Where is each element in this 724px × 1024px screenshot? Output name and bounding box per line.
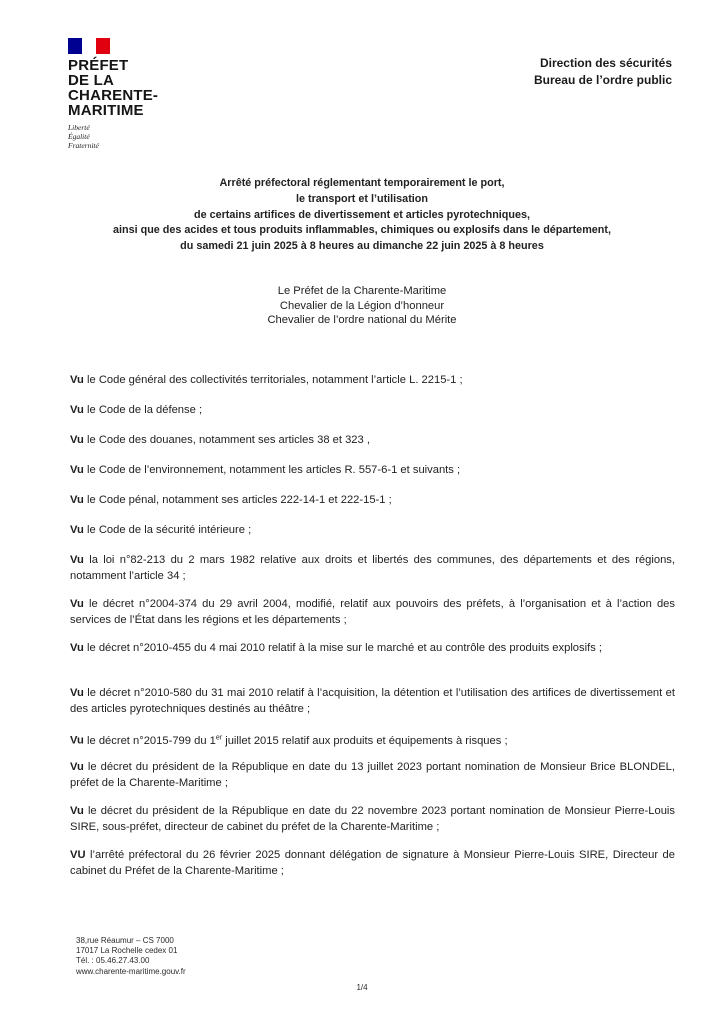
visa-text: le décret du président de la République en date du 22 novembre 2023 portant nomination de Monsieur Pierre-Louis SIRE, sous-préfet, directeur de cabinet du préfet de la Charente-Maritime ;	[70, 805, 675, 833]
title-line: ainsi que des acides et tous produits inflammables, chimiques ou explosifs dans le département,	[113, 224, 611, 237]
visa-paragraph	[70, 760, 675, 791]
visa-text: le Code pénal, notamment ses articles 222-14-1 et 222-15-1 ;	[83, 494, 392, 506]
visa-text: le Code de l’environnement, notamment les articles R. 557-6-1 et suivants ;	[83, 464, 461, 476]
service-bureau: Bureau de l’ordre public	[533, 73, 672, 87]
visa-lead: Vu	[70, 464, 84, 476]
visa-text: le décret n°2010-580 du 31 mai 2010 relatif à l’acquisition, la détention et l’utilisation des artifices de divertissement et des articles pyrotechniques destinés au théâtre ;	[70, 687, 675, 715]
prefect-title-line: Le Préfet de la Charente-Maritime	[277, 285, 447, 297]
visa-text: le Code général des collectivités territoriales, notamment l’article L. 2215-1 ;	[83, 374, 463, 386]
visa-paragraph	[70, 597, 675, 628]
visa-paragraph	[70, 804, 675, 835]
service-header	[534, 55, 672, 89]
visa-paragraph	[70, 403, 675, 419]
visa-text: le décret n°2004-374 du 29 avril 2004, modifié, relatif aux pouvoirs des préfets, à l’organisation et à l’action des services de l’État dans les régions et les départements ;	[70, 598, 675, 626]
visa-lead: VU	[70, 849, 86, 861]
visa-text: le décret n°2015-799 du 1er juillet 2015 relatif aux produits et équipements à risques ;	[83, 734, 508, 747]
visa-text: l’arrêté préfectoral du 26 février 2025 donnant délégation de signature à Monsieur Pierre-Louis SIRE, Directeur de cabinet du Préfet de la Charente-Maritime ;	[70, 849, 675, 877]
visa-lead: Vu	[70, 494, 84, 506]
visa-lead: Vu	[70, 734, 84, 747]
prefecture-name	[68, 58, 178, 118]
visa-text: la loi n°82-213 du 2 mars 1982 relative aux droits et libertés des communes, des départements et des régions, notamment l’article 34 ;	[70, 554, 675, 582]
visa-lead: Vu	[70, 374, 84, 386]
prefecture-name-line: CHARENTE-	[68, 87, 159, 104]
marianne-flag-icon	[68, 38, 110, 54]
title-line: Arrêté préfectoral réglementant temporairement le port,	[219, 177, 505, 189]
visa-lead: Vu	[70, 524, 84, 536]
visa-paragraph	[70, 493, 675, 509]
address-line: 38,rue Réaumur – CS 7000	[76, 936, 174, 945]
visa-lead: Vu	[70, 687, 84, 699]
title-line: le transport et l’utilisation	[296, 192, 428, 205]
visa-lead: Vu	[70, 805, 84, 817]
footer-address	[76, 936, 186, 977]
visa-text: le Code de la sécurité intérieure ;	[83, 524, 252, 536]
visa-paragraph	[70, 523, 675, 539]
visa-paragraph	[70, 553, 675, 584]
republic-motto	[68, 123, 178, 150]
visa-lead: Vu	[70, 434, 84, 446]
prefecture-name-line: DE LA	[68, 72, 114, 89]
prefect-title-line: Chevalier de la Légion d’honneur	[279, 299, 445, 312]
visa-text: le décret du président de la République en date du 13 juillet 2023 portant nomination de Monsieur Brice BLONDEL, préfet de la Charente-Maritime ;	[70, 761, 675, 789]
visa-paragraph	[70, 730, 675, 749]
prefect-titles	[60, 284, 664, 328]
title-line: du samedi 21 juin 2025 à 8 heures au dimanche 22 juin 2025 à 8 heures	[180, 240, 544, 253]
service-direction: Direction des sécurités	[539, 56, 672, 70]
prefecture-name-line: MARITIME	[68, 102, 144, 119]
address-line: www.charente-maritime.gouv.fr	[76, 966, 186, 976]
address-line: Tél. : 05.46.27.43.00	[76, 956, 150, 966]
visa-lead: Vu	[70, 761, 84, 773]
visa-lead: Vu	[70, 554, 84, 566]
page-number: 1/4	[356, 983, 368, 992]
motto-line: Égalité	[68, 132, 90, 141]
visa-paragraph	[70, 433, 675, 449]
motto-line: Fraternité	[68, 141, 99, 150]
visa-lead: Vu	[70, 642, 84, 654]
visa-lead: Vu	[70, 404, 84, 416]
visa-paragraph	[70, 463, 675, 479]
visa-paragraph	[70, 686, 675, 717]
prefecture-logo	[68, 38, 178, 150]
motto-line: Liberté	[68, 123, 90, 132]
prefect-title-line: Chevalier de l’ordre national du Mérite	[267, 314, 457, 326]
visa-paragraph	[70, 848, 675, 879]
decree-title	[60, 176, 664, 255]
visa-paragraph	[70, 641, 675, 657]
address-line: 17017 La Rochelle cedex 01	[76, 946, 178, 956]
visa-lead: Vu	[70, 598, 84, 610]
visa-text: le Code de la défense ;	[83, 404, 203, 416]
visa-paragraph	[70, 373, 675, 389]
visa-text: le Code des douanes, notamment ses articles 38 et 323 ,	[83, 434, 370, 446]
prefecture-name-line: PRÉFET	[68, 57, 129, 74]
visa-text: le décret n°2010-455 du 4 mai 2010 relatif à la mise sur le marché et au contrôle des produits explosifs ;	[83, 642, 603, 654]
title-line: de certains artifices de divertissement et articles pyrotechniques,	[193, 208, 531, 221]
